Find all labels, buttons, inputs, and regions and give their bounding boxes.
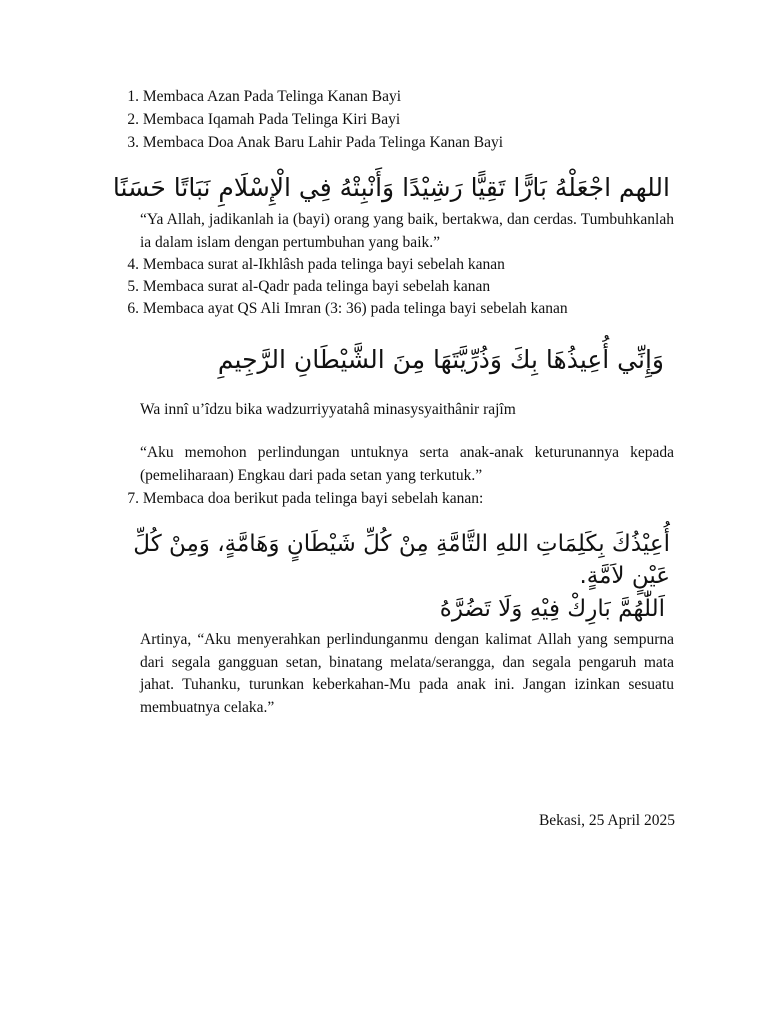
arabic-prayer-2: أُعِيْذُكَ بِكَلِمَاتِ اللهِ التَّامَّةِ مِنْ كُلِّ شَيْطَانٍ وَهَامَّةٍ، وَمِنْ كُلِّ عَيْنٍ لاَمَّةٍ. xyxy=(133,531,670,589)
list-number: 3. xyxy=(127,134,139,151)
list-item-text: Membaca Doa Anak Baru Lahir Pada Telinga Kanan Bayi xyxy=(142,134,504,151)
list-number: 6. xyxy=(127,300,139,317)
list-item xyxy=(110,276,675,298)
arabic-prayer-1: اللهم اجْعَلْهُ بَارًّا تَقِيًّا رَشِيْدًا وَأَنْبِتْهُ فِي الْإِسْلَامِ نَبَاتًا حَسَنًا xyxy=(112,173,670,202)
arabic-verse: وَإِنِّي أُعِيذُهَا بِكَ وَذُرِّيَّتَهَا مِنَ الشَّيْطَانِ الرَّجِيمِ xyxy=(217,345,664,374)
list-item-text: Membaca ayat QS Ali Imran (3: 36) pada telinga bayi sebelah kanan xyxy=(142,300,568,317)
list-number: 4. xyxy=(127,256,139,273)
translation-3: Artinya, “Aku menyerahkan perlindunganmu dengan kalimat Allah yang sempurna dari segala gangguan setan, binatang melata/serangga, dan segala pengaruh mata jahat. Tuhanku, turunkan keberkahan-Mu pada anak ini. Jangan izinkan sesuatu membuatnya celaka.” xyxy=(140,631,674,716)
translation-2: “Aku memohon perlindungan untuknya serta anak-anak keturunannya kepada (pemeliharaan) Engkau dari pada setan yang terkutuk.” xyxy=(140,444,674,484)
transliteration: Wa innî u’îdzu bika wadzurriyyatahâ minasysyaithânir rajîm xyxy=(140,401,516,418)
list-item xyxy=(110,254,675,276)
list-item-text: Membaca surat al-Ikhlâsh pada telinga bayi sebelah kanan xyxy=(142,256,505,273)
list-item xyxy=(110,86,675,108)
list-item-text: Membaca doa berikut pada telinga bayi sebelah kanan: xyxy=(142,490,484,507)
arabic-prayer-3: اَللّٰهُمَّ بَارِكْ فِيْهِ وَلَا تَضُرَّهُ xyxy=(439,596,665,622)
list-number: 7. xyxy=(127,490,139,507)
list-item xyxy=(110,132,675,154)
translation-1: “Ya Allah, jadikanlah ia (bayi) orang yang baik, bertakwa, dan cerdas. Tumbuhkanlah ia dalam islam dengan pertumbuhan yang baik.” xyxy=(140,211,674,251)
list-number: 2. xyxy=(127,111,139,128)
list-number: 5. xyxy=(127,278,139,295)
list-item xyxy=(110,109,675,131)
list-item xyxy=(110,298,675,320)
list-item-text: Membaca Iqamah Pada Telinga Kiri Bayi xyxy=(142,111,401,128)
list-item xyxy=(110,488,675,510)
list-number: 1. xyxy=(127,88,139,105)
date-line: Bekasi, 25 April 2025 xyxy=(538,812,675,829)
list-item-text: Membaca surat al-Qadr pada telinga bayi sebelah kanan xyxy=(142,278,491,295)
list-item-text: Membaca Azan Pada Telinga Kanan Bayi xyxy=(142,88,402,105)
